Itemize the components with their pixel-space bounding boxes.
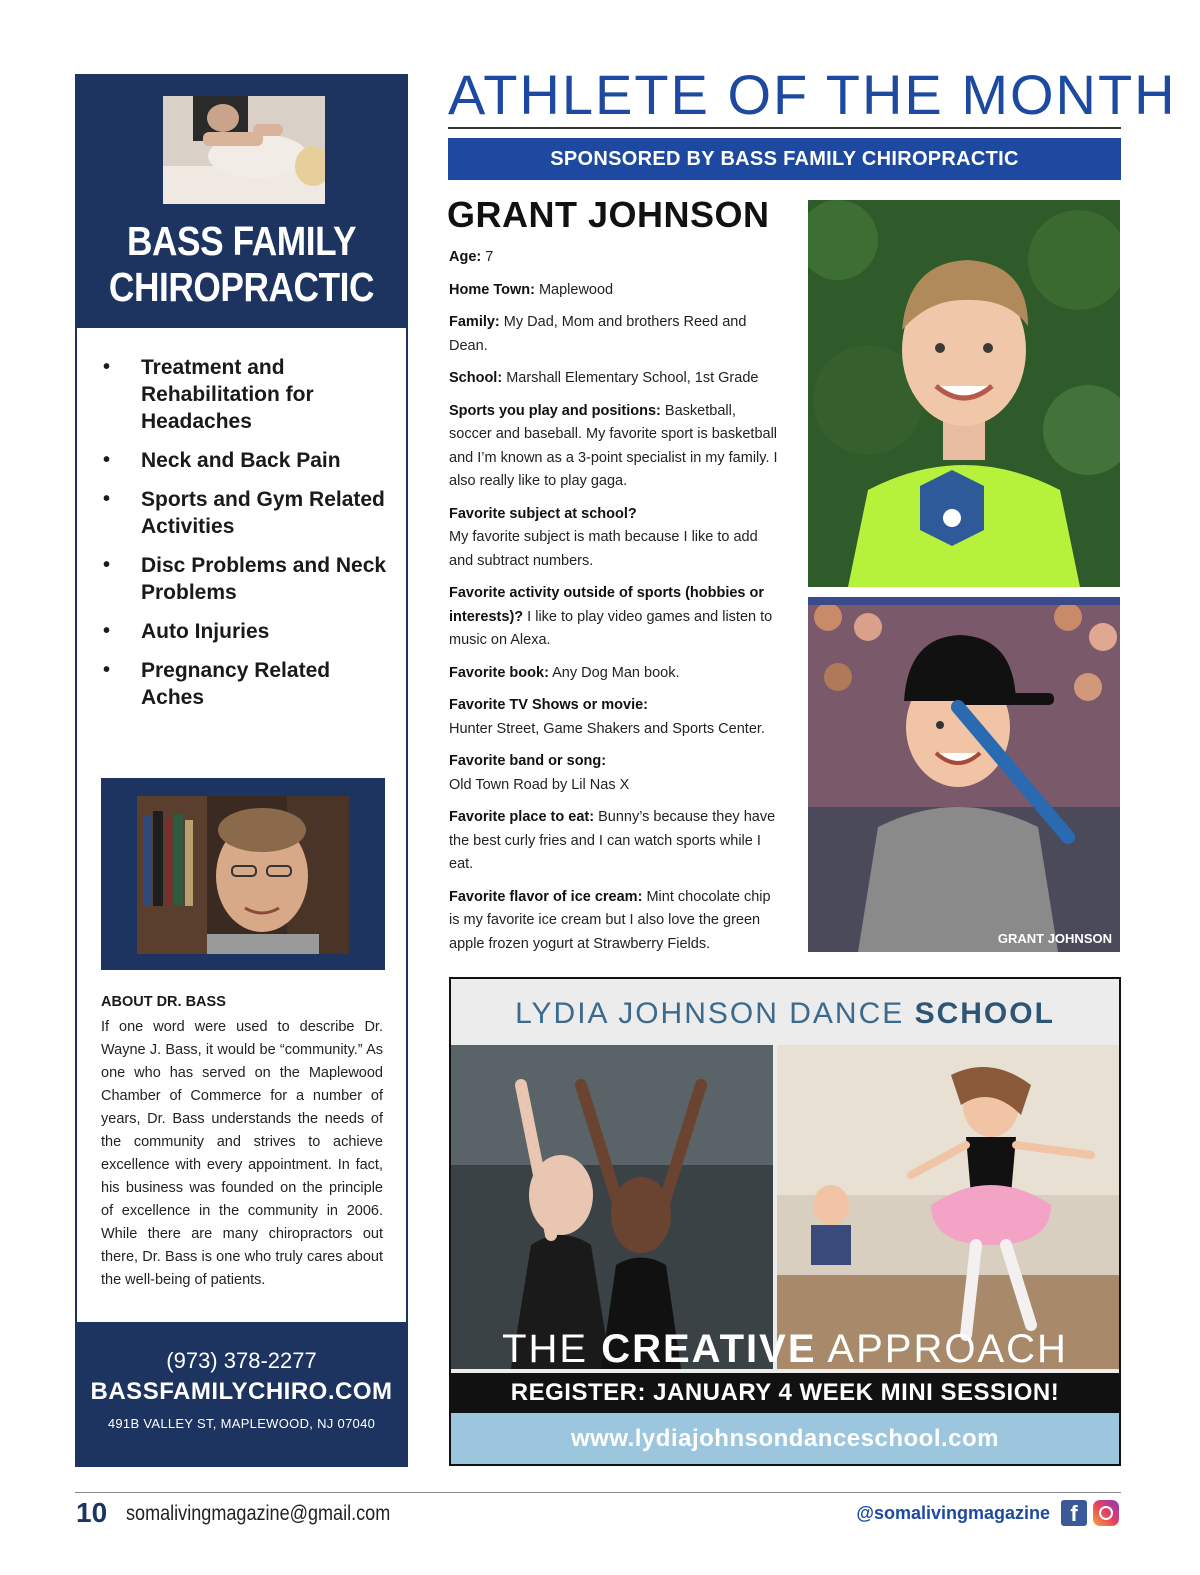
sidebar-header: [77, 76, 406, 328]
qa-item: [449, 246, 779, 270]
qa-question: Home Town:: [449, 281, 535, 298]
services-list: [103, 354, 398, 723]
service-item: • Auto Injuries: [103, 618, 398, 645]
phone-number: (973) 378-2277: [166, 1348, 317, 1373]
ad-website-link[interactable]: www.lydiajohnsondanceschool.com: [451, 1413, 1119, 1464]
dance-school-ad[interactable]: [449, 977, 1121, 1466]
qa-answer: Bunny’s because they have the best curly fries and I can watch sports while I eat.: [449, 809, 776, 872]
website-link[interactable]: BASSFAMILYCHIRO.COM: [90, 1378, 393, 1405]
ad-headline: [451, 997, 1119, 1031]
service-item: • Sports and Gym Related Activities: [103, 486, 398, 540]
qa-answer: 7: [485, 249, 494, 265]
qa-answer: Marshall Elementary School, 1st Grade: [506, 370, 759, 386]
service-item: • Disc Problems and Neck Problems: [103, 552, 398, 606]
treatment-photo: [163, 96, 325, 204]
qa-answer: Basketball, soccer and baseball. My favorite sport is basketball and I’m known as a 3-point specialist in my family. I also really like to play gaga.: [449, 402, 778, 489]
ad-headline-light: LYDIA JOHNSON DANCE: [515, 997, 915, 1030]
interview-qa: [449, 246, 779, 965]
practice-name-line2: CHIROPRACTIC: [108, 264, 375, 310]
qa-answer: Hunter Street, Game Shakers and Sports Center.: [449, 720, 765, 737]
qa-item: [449, 886, 779, 957]
facebook-icon[interactable]: f: [1061, 1500, 1087, 1526]
qa-item: [449, 400, 779, 494]
qa-question: Favorite book:: [449, 664, 549, 681]
page-title: ATHLETE OF THE MONTH: [448, 63, 1177, 126]
qa-item: [449, 582, 779, 653]
ad-tagline-post: APPROACH: [816, 1327, 1068, 1371]
qa-answer: Old Town Road by Lil Nas X: [449, 776, 630, 793]
qa-answer: Maplewood: [538, 281, 614, 298]
photo-caption: GRANT JOHNSON: [997, 931, 1112, 946]
footer-divider: [75, 1492, 1121, 1493]
ad-tagline-pre: THE: [502, 1327, 602, 1371]
about-title: ABOUT DR. BASS: [101, 994, 226, 1010]
footer-email-link[interactable]: somalivingmagazine@gmail.com: [126, 1502, 391, 1525]
qa-question: Age:: [449, 249, 482, 265]
about-text: If one word were used to describe Dr. Wayne J. Bass, it would be “community.” As one who has served on the Maplewood Chamber of Commerce for a number of years, Dr. Bass understands the needs of the community and strives to achieve excellence with every appointment. In fact, his business was founded on the principle of excellence in the community in 2006. While there are many chiropractors out there, Dr. Bass is one who truly cares about the well-being of patients.: [101, 1019, 383, 1288]
qa-question: Sports you play and positions:: [449, 402, 661, 419]
ad-headline-bold: SCHOOL: [914, 997, 1055, 1030]
service-item: • Pregnancy Related Aches: [103, 657, 398, 711]
qa-item: [449, 806, 779, 877]
qa-question: Favorite band or song:: [449, 753, 607, 769]
athlete-name: GRANT JOHNSON: [447, 194, 770, 235]
qa-question: School:: [449, 370, 503, 386]
practice-name: [100, 218, 383, 310]
qa-answer: Any Dog Man book.: [552, 664, 680, 681]
doctor-photo-frame: [101, 778, 385, 970]
title-divider: [448, 127, 1121, 129]
qa-question: Favorite place to eat:: [449, 809, 595, 825]
qa-question: Favorite flavor of ice cream:: [449, 888, 643, 905]
contact-block: [77, 1322, 406, 1465]
qa-item: [449, 279, 779, 303]
qa-item: [449, 694, 779, 741]
ad-register-banner: REGISTER: JANUARY 4 WEEK MINI SESSION!: [451, 1373, 1119, 1413]
social-handle[interactable]: @somalivingmagazine: [856, 1503, 1050, 1523]
qa-question: Favorite activity outside of sports (hobbies or interests)?: [449, 585, 765, 625]
qa-item: [449, 503, 779, 574]
ad-tagline-bold: CREATIVE: [601, 1327, 817, 1371]
service-item: • Treatment and Rehabilitation for Headaches: [103, 354, 398, 435]
athlete-baseball-photo: [808, 597, 1120, 952]
qa-question: Favorite TV Shows or movie:: [449, 697, 649, 713]
athlete-portrait-photo: [808, 200, 1120, 587]
service-item: • Neck and Back Pain: [103, 447, 398, 474]
qa-answer: Mint chocolate chip is my favorite ice cream but I also love the green apple frozen yogurt at Strawberry Fields.: [449, 888, 771, 952]
sponsor-banner: SPONSORED BY BASS FAMILY CHIROPRACTIC: [448, 138, 1121, 180]
practice-name-line1: BASS FAMILY: [126, 218, 357, 264]
chiropractic-sidebar-ad: [75, 74, 408, 1467]
address: 491B VALLEY ST, MAPLEWOOD, NJ 07040: [107, 1416, 376, 1431]
instagram-icon[interactable]: [1093, 1500, 1119, 1526]
page-number: 10: [76, 1497, 108, 1528]
qa-item: [449, 367, 779, 391]
qa-answer: My Dad, Mom and brothers Reed and Dean.: [449, 314, 747, 354]
doctor-photo: [137, 796, 349, 954]
qa-question: Favorite subject at school?: [449, 505, 637, 522]
ad-photos: [451, 1045, 1119, 1369]
ad-tagline: [451, 1327, 1119, 1372]
qa-item: [449, 311, 779, 358]
qa-answer: I like to play video games and listen to music on Alexa.: [449, 608, 773, 648]
qa-question: Family:: [449, 314, 500, 330]
qa-item: [449, 662, 779, 686]
qa-item: [449, 750, 779, 797]
qa-answer: My favorite subject is math because I like to add and subtract numbers.: [449, 529, 758, 569]
